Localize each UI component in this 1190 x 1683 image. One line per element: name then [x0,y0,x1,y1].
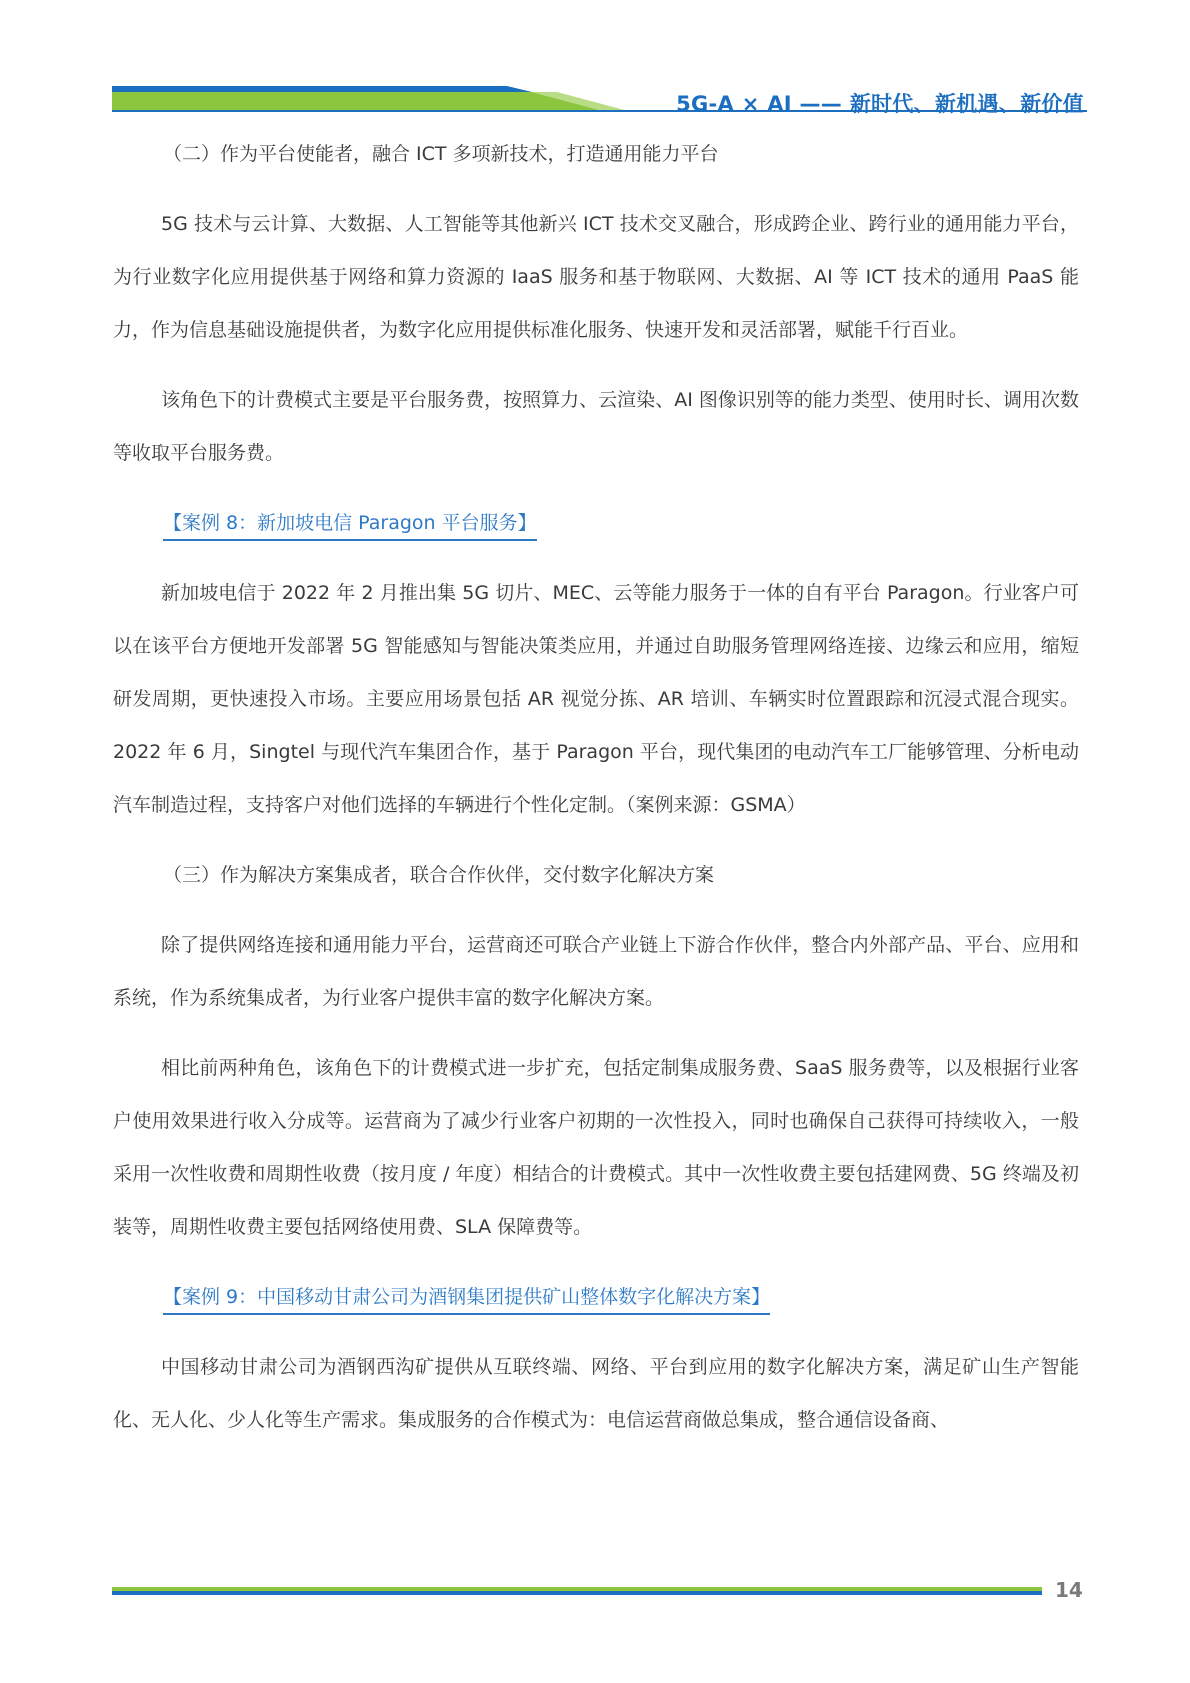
paragraph: 除了提供网络连接和通用能力平台，运营商还可联合产业链上下游合作伙伴，整合内外部产品、平台、应用和系统，作为系统集成者，为行业客户提供丰富的数字化解决方案。 [113,934,1079,1009]
case-8-title: 【案例 8：新加坡电信 Paragon 平台服务】 [163,510,537,541]
case-8-container [113,497,1079,550]
document-body [113,128,1079,1447]
header-title: 5G-A × AI —— 新时代、新机遇、新价值 [676,92,1084,116]
section-heading-2: （二）作为平台使能者，融合 ICT 多项新技术，打造通用能力平台 [163,143,719,165]
paragraph: 新加坡电信于 2022 年 2 月推出集 5G 切片、MEC、云等能力服务于一体的自有平台 Paragon。行业客户可以在该平台方便地开发部署 5G 智能感知与智能决策类应用，并通过自助服务管理网络连接、边缘云和应用，缩短研发周期，更快速投入市场。主要应用场景包括 AR 视觉分拣、AR 培训、车辆实时位置跟踪和沉浸式混合现实。2022 年 6 月，Singtel 与现代汽车集团合作，基于 Paragon 平台，现代集团的电动汽车工厂能够管理、分析电动汽车制造过程，支持客户对他们选择的车辆进行个性化定制。（案例来源：GSMA） [113,582,1079,816]
paragraph: 相比前两种角色，该角色下的计费模式进一步扩充，包括定制集成服务费、SaaS 服务费等，以及根据行业客户使用效果进行收入分成等。运营商为了减少行业客户初期的一次性投入，同时也确保自己获得可持续收入，一般采用一次性收费和周期性收费（按月度 / 年度）相结合的计费模式。其中一次性收费主要包括建网费、5G 终端及初装等，周期性收费主要包括网络使用费、SLA 保障费等。 [113,1057,1079,1238]
case-9-title: 【案例 9：中国移动甘肃公司为酒钢集团提供矿山整体数字化解决方案】 [163,1284,770,1315]
paragraph: 该角色下的计费模式主要是平台服务费，按照算力、云渲染、AI 图像识别等的能力类型、使用时长、调用次数等收取平台服务费。 [113,389,1079,464]
section-heading-3: （三）作为解决方案集成者，联合合作伙伴，交付数字化解决方案 [163,864,715,886]
footer-decoration-bar [112,1587,1042,1595]
paragraph: 中国移动甘肃公司为酒钢西沟矿提供从互联终端、网络、平台到应用的数字化解决方案，满足矿山生产智能化、无人化、少人化等生产需求。集成服务的合作模式为：电信运营商做总集成，整合通信设备商、 [113,1356,1079,1431]
page-number: 14 [1055,1578,1083,1602]
case-9-container [113,1271,1079,1324]
paragraph: 5G 技术与云计算、大数据、人工智能等其他新兴 ICT 技术交叉融合，形成跨企业、跨行业的通用能力平台，为行业数字化应用提供基于网络和算力资源的 IaaS 服务和基于物联网、大数据、AI 等 ICT 技术的通用 PaaS 能力，作为信息基础设施提供者，为数字化应用提供标准化服务、快速开发和灵活部署，赋能千行百业。 [113,213,1079,341]
